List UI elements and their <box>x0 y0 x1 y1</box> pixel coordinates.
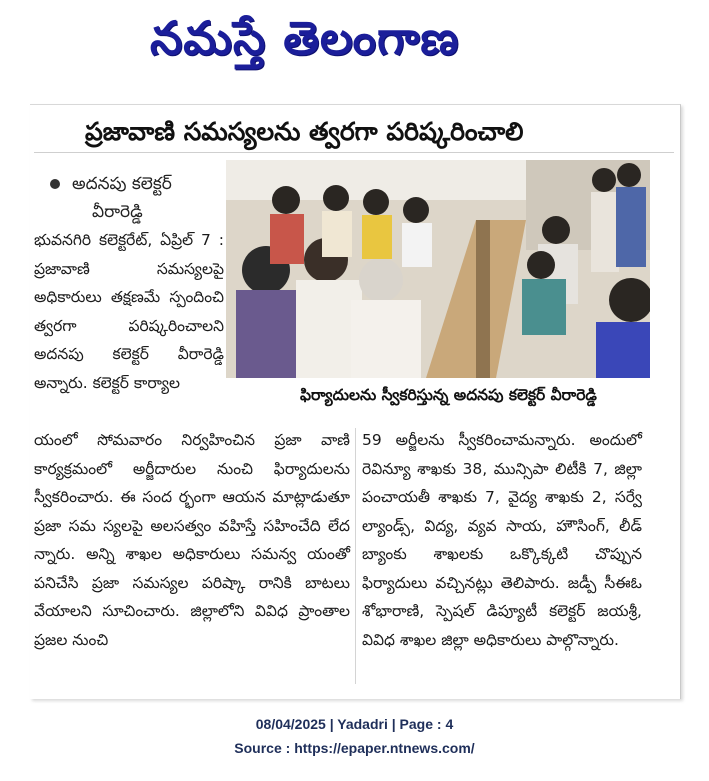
footer-edition-info: 08/04/2025 | Yadadri | Page : 4 <box>255 716 454 732</box>
byline <box>50 170 225 226</box>
meeting-photo-illustration <box>226 160 650 378</box>
article-text-column-left-bottom: యంలో సోమవారం నిర్వహించిన ప్రజా వాణి కార్యక్రమంలో అర్జీదారుల నుంచి ఫిర్యాదులను స్వీకరించారు. ఈ సంద ర్భంగా ఆయన మాట్లాడుతూ ప్రజా సమ స్యలపై అలసత్వం వహిస్తే సహించేది లేద న్నారు. అన్ని శాఖల అధికారులు సమన్వ యంతో పనిచేసి ప్రజా సమస్యల పరిష్కా రానికి బాటలు వేయాలని సూచించారు. జిల్లాలోని వివిధ ప్రాంతాల ప్రజల నుంచి <box>34 431 350 649</box>
article-text-column-right: 59 అర్జీలను స్వీకరించామన్నారు. అందులో రెవిన్యూ శాఖకు 38, మున్సిపా లిటీకి 7, జిల్లా పంచాయతీ శాఖకు 7, వైద్య శాఖకు 2, సర్వే ల్యాండ్స్, విద్య, వ్యవ సాయ, హౌసింగ్, లీడ్ బ్యాంకు శాఖలకు ఒక్కొక్కటి చొప్పున ఫిర్యాదులు వచ్చినట్లు తెలిపారు. జడ్పీ సీఈఓ శోభారాణి, స్పెషల్ డిప్యూటీ కలెక్టర్ జయశ్రీ, వివిధ శాఖల జిల్లా అధికారులు పాల్గొన్నారు. <box>362 431 642 649</box>
byline-name: వీరారెడ్డి <box>92 202 143 222</box>
photo-caption: ఫిర్యాదులను స్వీకరిస్తున్న అదనపు కలెక్టర్ వీరారెడ్డి <box>300 386 597 404</box>
headline-divider <box>34 152 674 153</box>
article-photo <box>226 160 650 378</box>
byline-title: అదనపు కలెక్టర్ <box>72 174 172 194</box>
article-headline: ప్రజావాణి సమస్యలను త్వరగా పరిష్కరించాలి <box>85 117 524 146</box>
column-divider <box>355 428 356 684</box>
newspaper-masthead: నమస్తే తెలంగాణ <box>150 11 460 65</box>
bullet-icon <box>50 179 60 189</box>
footer-source-link[interactable]: Source : https://epaper.ntnews.com/ <box>234 740 475 756</box>
article-text-column-left-top: భువనగిరి కలెక్టరేట్, ఏప్రిల్ 7 : ప్రజావాణి సమస్యలపై అధికారులు తక్షణమే స్పందించి త్వరగా పరిష్కరించాలని అదనపు కలెక్టర్ వీరారెడ్డి అన్నారు. కలెక్టర్ కార్యాల <box>34 231 224 392</box>
